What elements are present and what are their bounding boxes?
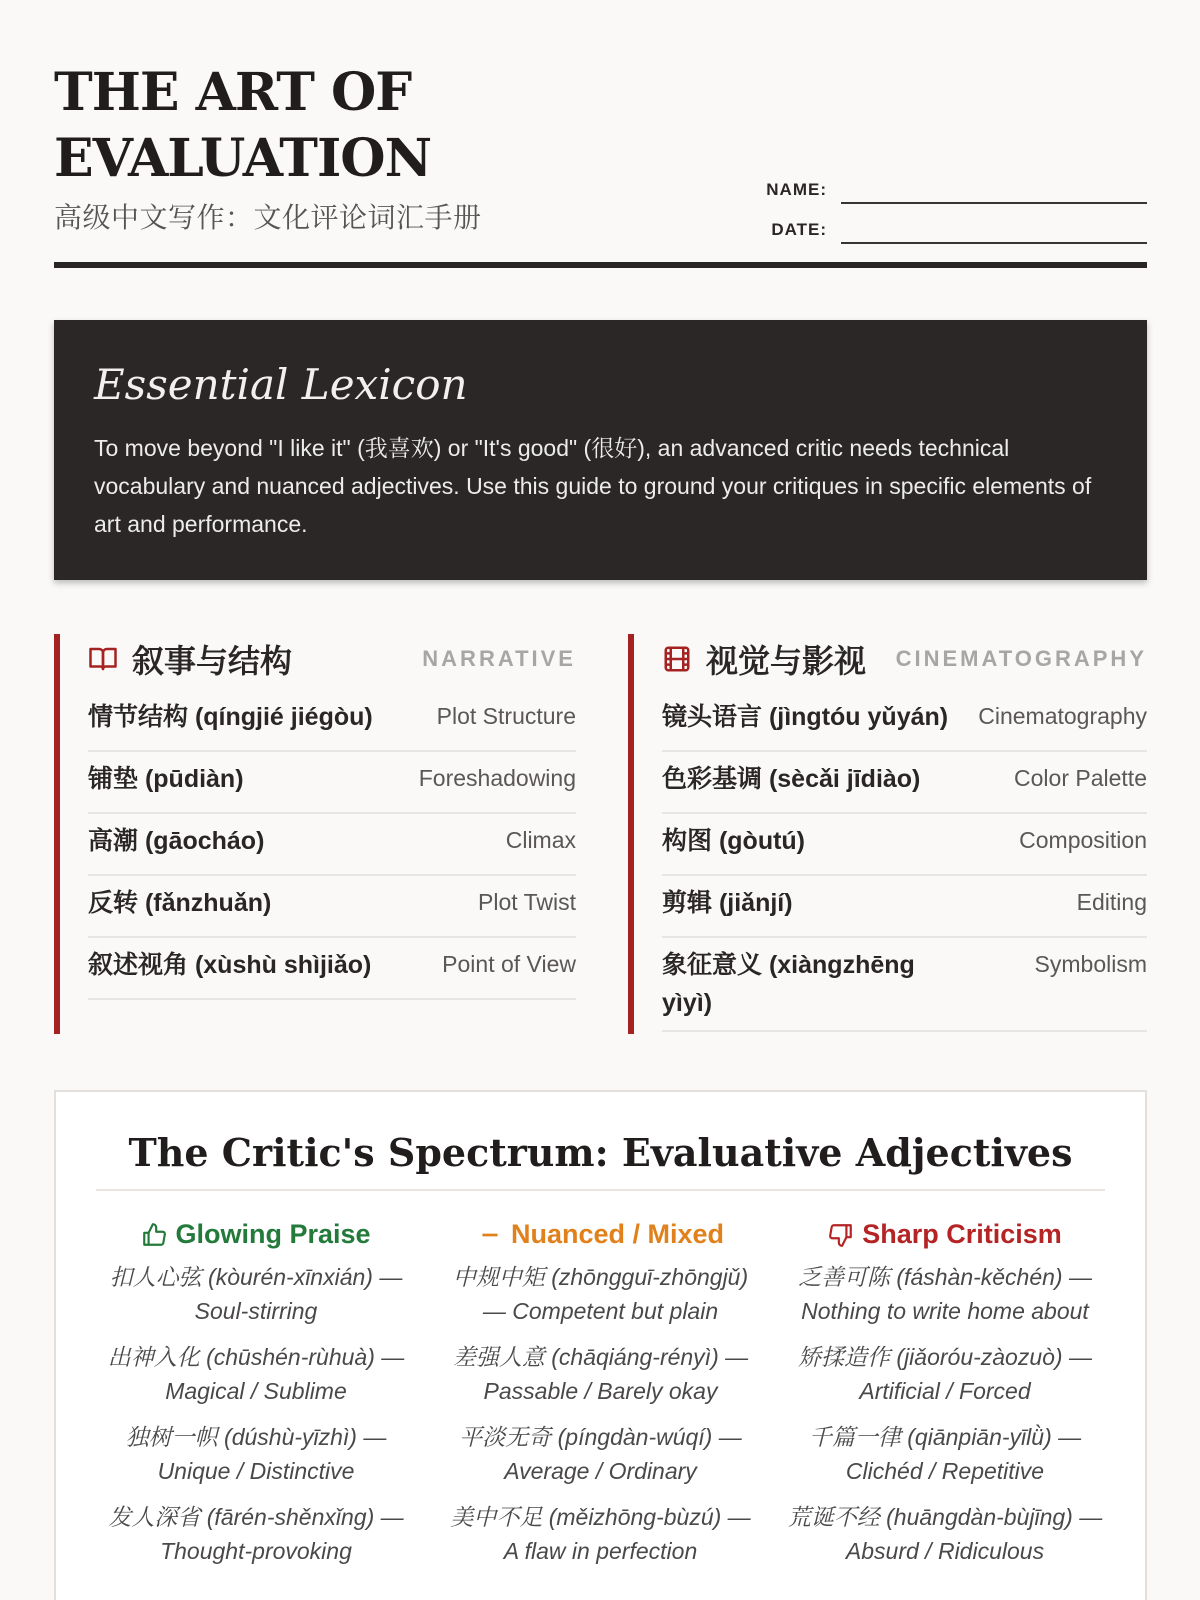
term-english: Symbolism	[1034, 951, 1147, 977]
term-chinese: 反转 (fǎnzhuǎn)	[88, 889, 272, 917]
name-field	[747, 164, 1147, 204]
term-chinese: 构图 (gòutú)	[662, 827, 806, 855]
page-header	[54, 60, 1147, 270]
mixed-list	[441, 1260, 761, 1568]
cinema-header	[662, 634, 1147, 684]
term-english: Plot Structure	[436, 703, 576, 729]
term-row	[88, 814, 576, 876]
name-label: NAME:	[766, 180, 827, 199]
term-english: Composition	[1019, 827, 1147, 853]
narrative-header	[88, 634, 576, 684]
term-row	[88, 752, 576, 814]
adjective-item: 矫揉造作 (jiǎoróu-zàozuò) — Artificial / Forced	[798, 1344, 1092, 1404]
term-english: Plot Twist	[478, 889, 576, 915]
book-icon	[88, 644, 118, 674]
term-chinese: 象征意义 (xiàngzhēng yìyì)	[662, 951, 915, 1017]
term-chinese: 高潮 (gāocháo)	[88, 827, 265, 855]
term-row	[662, 938, 1147, 1032]
spectrum-title: The Critic's Spectrum: Evaluative Adjectives	[96, 1130, 1105, 1191]
term-row	[662, 690, 1147, 752]
term-row	[662, 814, 1147, 876]
term-row	[88, 938, 576, 1000]
lexicon-title: Essential Lexicon	[94, 360, 468, 409]
date-field	[747, 204, 1147, 244]
cinema-term-list	[662, 690, 1147, 1032]
term-chinese: 镜头语言 (jìngtóu yǔyán)	[662, 703, 949, 731]
term-english: Editing	[1076, 889, 1147, 915]
narrative-section	[54, 634, 576, 1034]
praise-label: Glowing Praise	[175, 1219, 371, 1249]
term-english: Foreshadowing	[418, 765, 576, 791]
praise-header	[96, 1219, 416, 1250]
adjective-item: 荒诞不经 (huāngdàn-bùjīng) — Absurd / Ridiculous	[787, 1504, 1103, 1564]
term-english: Cinematography	[978, 703, 1147, 729]
spectrum-columns	[96, 1219, 1105, 1580]
lexicon-panel	[54, 320, 1147, 580]
term-english: Climax	[505, 827, 576, 853]
term-chinese: 叙述视角 (xùshù shìjiǎo)	[88, 951, 372, 979]
cinema-section	[628, 634, 1147, 1034]
adjective-item: 独树一帜 (dúshù-yīzhì) — Unique / Distinctive	[125, 1424, 387, 1484]
thumbs-up-icon	[141, 1222, 167, 1248]
adjective-item: 中规中矩 (zhōngguī-zhōngjǔ) — Competent but plain	[452, 1264, 749, 1324]
term-chinese: 剪辑 (jiǎnjí)	[662, 889, 793, 917]
header-divider	[54, 262, 1147, 268]
praise-list	[96, 1260, 416, 1568]
praise-column	[96, 1219, 416, 1580]
mixed-column	[441, 1219, 761, 1580]
film-icon	[662, 644, 692, 674]
page-subtitle: 高级中文写作：文化评论词汇手册	[54, 202, 482, 233]
term-row	[662, 752, 1147, 814]
adjective-item: 平淡无奇 (píngdàn-wúqí) — Average / Ordinary	[459, 1424, 742, 1484]
student-fields	[747, 164, 1147, 244]
term-chinese: 色彩基调 (sècǎi jīdiào)	[662, 765, 921, 793]
date-label: DATE:	[771, 220, 827, 239]
term-row	[88, 690, 576, 752]
critic-label: Sharp Criticism	[862, 1219, 1062, 1249]
narrative-title: 叙事与结构	[132, 643, 293, 679]
term-english: Color Palette	[1014, 765, 1147, 791]
page-title: THE ART OF EVALUATION	[54, 62, 432, 189]
adjective-item: 扣人心弦 (kòurén-xīnxián) — Soul-stirring	[109, 1264, 403, 1324]
narrative-term-list	[88, 690, 576, 1000]
adjective-item: 差强人意 (chāqiáng-rényì) — Passable / Barely okay	[452, 1344, 749, 1404]
spectrum-panel	[54, 1090, 1147, 1600]
adjective-item: 美中不足 (měizhōng-bùzú) — A flaw in perfection	[450, 1504, 751, 1564]
critic-column	[785, 1219, 1105, 1580]
lexicon-body: To move beyond "I like it" (我喜欢) or "It's good" (很好), an advanced critic needs technical vocabulary and nuanced adjectives. Use this guide to ground your critiques in specific elements of art and performance.	[94, 435, 1092, 537]
adjective-item: 发人深省 (fārén-shěnxǐng) — Thought-provoking	[108, 1504, 404, 1564]
cinema-title-en: CINEMATOGRAPHY	[895, 646, 1147, 671]
term-row	[662, 876, 1147, 938]
narrative-title-en: NARRATIVE	[422, 646, 576, 671]
critic-header	[785, 1219, 1105, 1250]
mixed-header	[441, 1219, 761, 1250]
critic-list	[785, 1260, 1105, 1568]
thumbs-down-icon	[828, 1222, 854, 1248]
term-chinese: 铺垫 (pūdiàn)	[88, 765, 244, 793]
adjective-item: 乏善可陈 (fáshàn-kěchén) — Nothing to write home about	[798, 1264, 1092, 1324]
cinema-title: 视觉与影视	[706, 643, 867, 679]
name-input-line[interactable]	[841, 174, 1147, 204]
term-chinese: 情节结构 (qíngjié jiégòu)	[88, 703, 373, 731]
date-input-line[interactable]	[841, 214, 1147, 244]
adjective-item: 出神入化 (chūshén-rùhuà) — Magical / Sublime	[107, 1344, 405, 1404]
term-row	[88, 876, 576, 938]
term-english: Point of View	[442, 951, 576, 977]
minus-icon	[477, 1222, 503, 1248]
adjective-item: 千篇一律 (qiānpiān-yīlǜ) — Clichéd / Repetitive	[808, 1424, 1082, 1484]
mixed-label: Nuanced / Mixed	[510, 1219, 725, 1249]
